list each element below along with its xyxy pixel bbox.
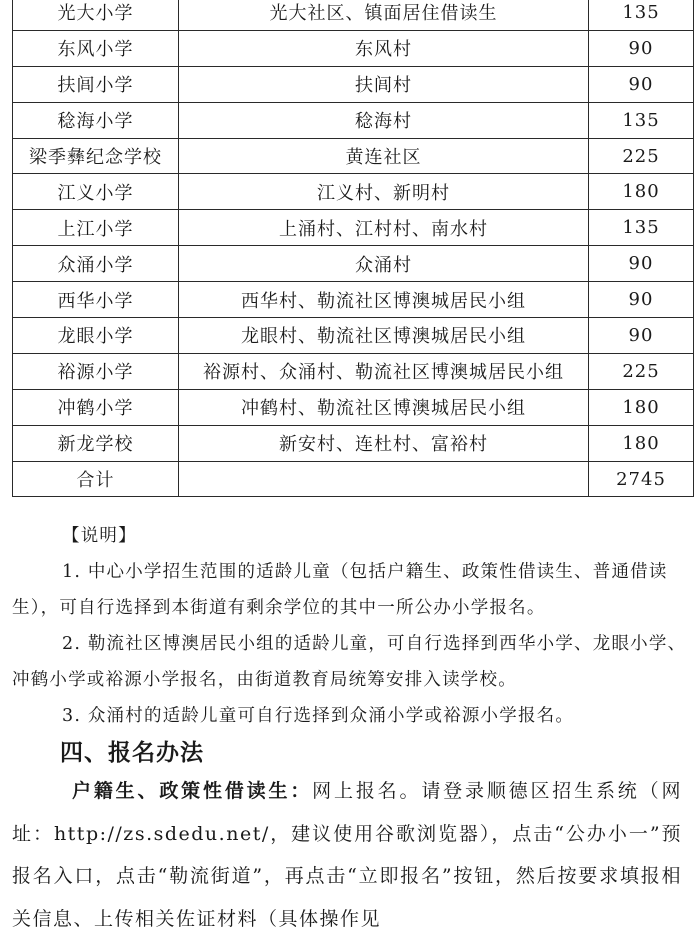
school-name: 龙眼小学 [13, 318, 179, 354]
enrollment-count: 90 [589, 282, 694, 318]
table-row [13, 102, 694, 138]
school-name: 江义小学 [13, 174, 179, 210]
enrollment-count: 135 [589, 102, 694, 138]
enrollment-count: 90 [589, 246, 694, 282]
school-name: 扶闾小学 [13, 66, 179, 102]
school-name: 上江小学 [13, 210, 179, 246]
enrollment-count: 225 [589, 138, 694, 174]
enrollment-area: 扶闾村 [179, 66, 589, 102]
enrollment-count: 180 [589, 389, 694, 425]
notes-heading: 【说明】 [62, 526, 137, 546]
enrollment-area: 稔海村 [179, 102, 589, 138]
enrollment-table [12, 0, 694, 497]
enrollment-count: 90 [589, 66, 694, 102]
enrollment-count: 180 [589, 174, 694, 210]
enrollment-area: 冲鹤村、勒流社区博澳城居民小组 [179, 389, 589, 425]
enrollment-count: 90 [589, 30, 694, 66]
school-name: 西华小学 [13, 282, 179, 318]
enrollment-count: 225 [589, 353, 694, 389]
total-row [13, 461, 694, 497]
registration-paragraph [12, 770, 682, 940]
table-row [13, 0, 694, 30]
table-row [13, 318, 694, 354]
note-item-2: 2. 勒流社区博澳居民小组的适龄儿童，可自行选择到西华小学、龙眼小学、冲鹤小学或裕源小学报名，由街道教育局统筹安排入读学校。 [12, 634, 687, 690]
enrollment-table-body [13, 0, 694, 497]
enrollment-area: 黄连社区 [179, 138, 589, 174]
school-name: 冲鹤小学 [13, 389, 179, 425]
notes-block [12, 518, 692, 734]
table-row [13, 282, 694, 318]
table-row [13, 246, 694, 282]
total-label: 合计 [13, 461, 179, 497]
table-row [13, 174, 694, 210]
school-name: 稔海小学 [13, 102, 179, 138]
table-row [13, 425, 694, 461]
enrollment-count: 180 [589, 425, 694, 461]
table-row [13, 66, 694, 102]
enrollment-area: 西华村、勒流社区博澳城居民小组 [179, 282, 589, 318]
section-title: 四、报名办法 [60, 740, 204, 766]
school-name: 东风小学 [13, 30, 179, 66]
table-row [13, 30, 694, 66]
enrollment-area: 龙眼村、勒流社区博澳城居民小组 [179, 318, 589, 354]
school-name: 众涌小学 [13, 246, 179, 282]
enrollment-area: 裕源村、众涌村、勒流社区博澳城居民小组 [179, 353, 589, 389]
note-item-1: 1. 中心小学招生范围的适龄儿童（包括户籍生、政策性借读生、普通借读生），可自行选择到本街道有剩余学位的其中一所公办小学报名。 [12, 562, 668, 618]
enrollment-area: 光大社区、镇面居住借读生 [179, 0, 589, 30]
enrollment-count: 135 [589, 0, 694, 30]
total-count: 2745 [589, 461, 694, 497]
enrollment-area: 众涌村 [179, 246, 589, 282]
enrollment-count: 135 [589, 210, 694, 246]
registration-lead: 户籍生、政策性借读生： [72, 780, 313, 802]
table-row [13, 389, 694, 425]
table-row [13, 138, 694, 174]
table-row [13, 210, 694, 246]
enrollment-area: 东风村 [179, 30, 589, 66]
school-name: 新龙学校 [13, 425, 179, 461]
note-item-3: 3. 众涌村的适龄儿童可自行选择到众涌小学或裕源小学报名。 [62, 706, 575, 726]
school-name: 光大小学 [13, 0, 179, 30]
enrollment-area: 新安村、连杜村、富裕村 [179, 425, 589, 461]
registration-body: 网上报名。请登录顺德区招生系统（网址：http://zs.sdedu.net/，建议使用谷歌浏览器），点击“公办小一”预报名入口，点击“勒流街道”，再点击“立即报名”按钮，然后按要求填报相关信息、上传相关佐证材料（具体操作见 [12, 780, 682, 930]
school-name: 裕源小学 [13, 353, 179, 389]
school-name: 梁季彝纪念学校 [13, 138, 179, 174]
table-row [13, 353, 694, 389]
total-area [179, 461, 589, 497]
enrollment-count: 90 [589, 318, 694, 354]
enrollment-area: 上涌村、江村村、南水村 [179, 210, 589, 246]
enrollment-area: 江义村、新明村 [179, 174, 589, 210]
